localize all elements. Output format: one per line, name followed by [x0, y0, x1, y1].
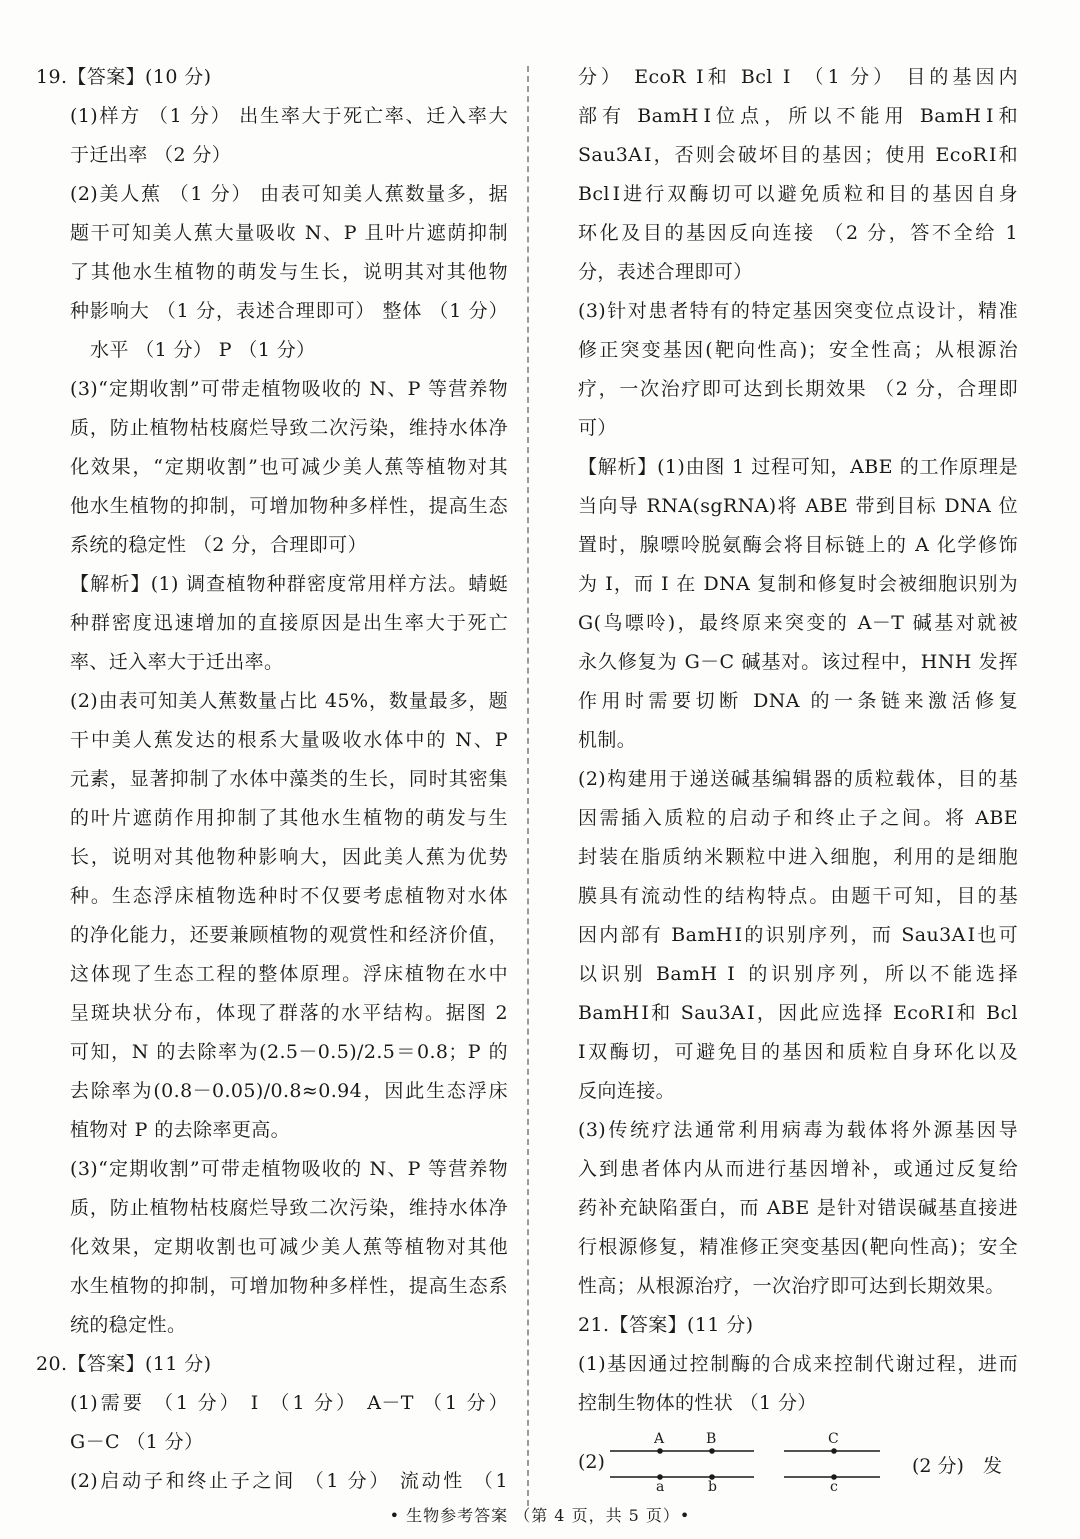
text-line: 分） EcoR Ⅰ和 Bcl Ⅰ （1 分） 目的基因内: [578, 66, 1018, 88]
text-line: 当向导 RNA(sgRNA)将 ABE 带到目标 DNA 位: [578, 495, 1018, 517]
text-line: 植物对 P 的去除率更高。: [70, 1119, 291, 1141]
chromosome-diagram: [578, 1431, 1018, 1497]
gene-locus-dot: [831, 1448, 837, 1454]
text-line: (3)“定期收割”可带走植物吸收的 N、P 等营养物: [70, 378, 508, 400]
text-line: 疗，一次治疗即可达到长期效果 （2 分，合理即: [578, 378, 1018, 400]
text-line: BamHⅠ和 Sau3AⅠ，因此应选择 EcoRⅠ和 Bcl: [578, 1002, 1018, 1024]
diagram-suffix: (2 分) 发: [912, 1455, 1002, 1477]
text-line: 20.【答案】(11 分): [36, 1353, 212, 1375]
text-line: 系统的稳定性 （2 分，合理即可）: [70, 534, 367, 556]
text-line: Ⅰ双酶切，可避免目的基因和质粒自身环化以及: [578, 1041, 1018, 1063]
text-line: (1)基因通过控制酶的合成来控制代谢过程，进而: [578, 1353, 1018, 1375]
text-line: 呈斑块状分布，体现了群落的水平结构。据图 2: [70, 1002, 508, 1024]
text-line: 部有 BamHⅠ位点，所以不能用 BamHⅠ和: [578, 105, 1018, 127]
text-line: (3)传统疗法通常利用病毒为载体将外源基因导: [578, 1119, 1018, 1141]
text-line: 封装在脂质纳米颗粒中进入细胞，利用的是细胞: [578, 846, 1018, 868]
text-line: 可知，N 的去除率为(2.5－0.5)/2.5＝0.8；P 的: [70, 1041, 508, 1063]
text-line: 种。生态浮床植物选种时不仅要考虑植物对水体: [70, 885, 508, 907]
text-line: 这体现了生态工程的整体原理。浮床植物在水中: [70, 963, 508, 985]
text-line: BclⅠ进行双酶切可以避免质粒和目的基因自身: [578, 183, 1018, 205]
text-line: 化效果，“定期收割”也可减少美人蕉等植物对其: [70, 456, 508, 478]
gene-label-dominant: C: [828, 1431, 839, 1447]
text-line: 了其他水生植物的萌发与生长，说明其对其他物: [70, 261, 508, 283]
page-footer: • 生物参考答案 （第 4 页，共 5 页）•: [389, 1506, 691, 1525]
gene-label-recessive: b: [708, 1479, 717, 1495]
text-line: 19.【答案】(10 分): [36, 66, 212, 88]
text-line: (2)由表可知美人蕉数量占比 45%，数量最多，题: [70, 690, 508, 712]
text-line: G－C （1 分）: [70, 1431, 204, 1453]
text-line: 去除率为(0.8－0.05)/0.8≈0.94，因此生态浮床: [70, 1080, 508, 1102]
text-line: 统的稳定性。: [70, 1314, 187, 1336]
gene-label-recessive: c: [830, 1479, 838, 1495]
text-line: 干中美人蕉发达的根系大量吸收水体中的 N、P: [70, 729, 508, 751]
gene-label-dominant: B: [706, 1431, 717, 1447]
text-line: 的净化能力，还要兼顾植物的观赏性和经济价值，: [70, 924, 508, 946]
text-line: 作用时需要切断 DNA 的一条链来激活修复: [578, 690, 1018, 712]
text-line: 入到患者体内从而进行基因增补，或通过反复给: [578, 1158, 1018, 1180]
text-line: 环化及目的基因反向连接 （2 分，答不全给 1: [578, 222, 1018, 244]
text-line: 【解析】(1)由图 1 过程可知，ABE 的工作原理是: [578, 456, 1018, 478]
text-line: 质，防止植物枯枝腐烂导致二次污染，维持水体净: [70, 417, 508, 439]
text-line: 可）: [578, 417, 617, 439]
text-line: (3)“定期收割”可带走植物吸收的 N、P 等营养物: [70, 1158, 508, 1180]
left-column: [36, 58, 508, 1501]
text-line: 膜具有流动性的结构特点。由题干可知，目的基: [578, 885, 1018, 907]
text-line: 性高；从根源治疗，一次治疗即可达到长期效果。: [578, 1275, 1005, 1297]
text-line: 质，防止植物枯枝腐烂导致二次污染，维持水体净: [70, 1197, 508, 1219]
text-line: 他水生植物的抑制，可增加物种多样性，提高生态: [70, 495, 508, 517]
gene-locus-dot: [709, 1448, 715, 1454]
text-line: (3)针对患者特有的特定基因突变位点设计，精准: [578, 300, 1018, 322]
text-line: (2)构建用于递送碱基编辑器的质粒载体，目的基: [578, 768, 1018, 790]
text-line: (2)启动子和终止子之间 （1 分） 流动性 （1: [70, 1470, 508, 1492]
text-line: 为 I，而 I 在 DNA 复制和修复时会被细胞识别为: [578, 573, 1018, 595]
text-line: 永久修复为 G－C 碱基对。该过程中，HNH 发挥: [578, 651, 1018, 673]
text-line: 【解析】(1) 调查植物种群密度常用样方法。蜻蜓: [70, 573, 508, 595]
text-line: 机制。: [578, 729, 637, 751]
text-line: 以识别 BamH Ⅰ 的识别序列，所以不能选择: [578, 963, 1018, 985]
text-line: (2)美人蕉 （1 分） 由表可知美人蕉数量多，据: [70, 183, 508, 205]
text-line: 控制生物体的性状 （1 分）: [578, 1392, 817, 1414]
diagram-prefix: (2): [578, 1451, 605, 1473]
text-line: 长，说明对其他物种影响大，因此美人蕉为优势: [70, 846, 508, 868]
right-column: [578, 58, 1018, 1497]
text-line: 反向连接。: [578, 1080, 676, 1102]
text-line: 于迁出率 （2 分）: [70, 144, 232, 166]
text-line: 分，表述合理即可）: [578, 261, 753, 283]
text-line: 21.【答案】(11 分): [578, 1314, 754, 1336]
text-line: 行根源修复，精准修正突变基因(靶向性高)；安全: [578, 1236, 1018, 1258]
text-line: (1)样方 （1 分） 出生率大于死亡率、迁入率大: [70, 105, 508, 127]
text-line: 率、迁入率大于迁出率。: [70, 651, 284, 673]
text-line: 水生植物的抑制，可增加物种多样性，提高生态系: [70, 1275, 508, 1297]
text-line: 药补充缺陷蛋白，而 ABE 是针对错误碱基直接进: [578, 1197, 1018, 1219]
text-line: 种群密度迅速增加的直接原因是出生率大于死亡: [70, 612, 508, 634]
gene-label-dominant: A: [654, 1431, 665, 1447]
text-line: 水平 （1 分） P （1 分）: [90, 339, 316, 361]
text-line: (1)需要 （1 分） Ⅰ （1 分） A－T （1 分）: [70, 1392, 508, 1414]
text-line: 种影响大 （1 分，表述合理即可） 整体 （1 分）: [70, 300, 508, 322]
text-line: 元素，显著抑制了水体中藻类的生长，同时其密集: [70, 768, 508, 790]
text-line: 置时，腺嘌呤脱氨酶会将目标链上的 A 化学修饰: [578, 534, 1018, 556]
text-line: Sau3AⅠ，否则会破坏目的基因；使用 EcoRⅠ和: [578, 144, 1018, 166]
gene-locus-dot: [657, 1448, 663, 1454]
text-line: 因需插入质粒的启动子和终止子之间。将 ABE: [578, 807, 1018, 829]
text-line: 的叶片遮荫作用抑制了其他水生植物的萌发与生: [70, 807, 508, 829]
gene-label-recessive: a: [656, 1479, 665, 1495]
text-line: 修正突变基因(靶向性高)；安全性高；从根源治: [578, 339, 1018, 361]
text-line: G(鸟嘌呤)，最终原来突变的 A－T 碱基对就被: [578, 612, 1018, 634]
text-line: 题干可知美人蕉大量吸收 N、P 且叶片遮荫抑制: [70, 222, 508, 244]
column-divider: [527, 66, 529, 1506]
text-line: 因内部有 BamHⅠ的识别序列，而 Sau3AⅠ也可: [578, 924, 1018, 946]
text-line: 化效果，定期收割也可减少美人蕉等植物对其他: [70, 1236, 508, 1258]
